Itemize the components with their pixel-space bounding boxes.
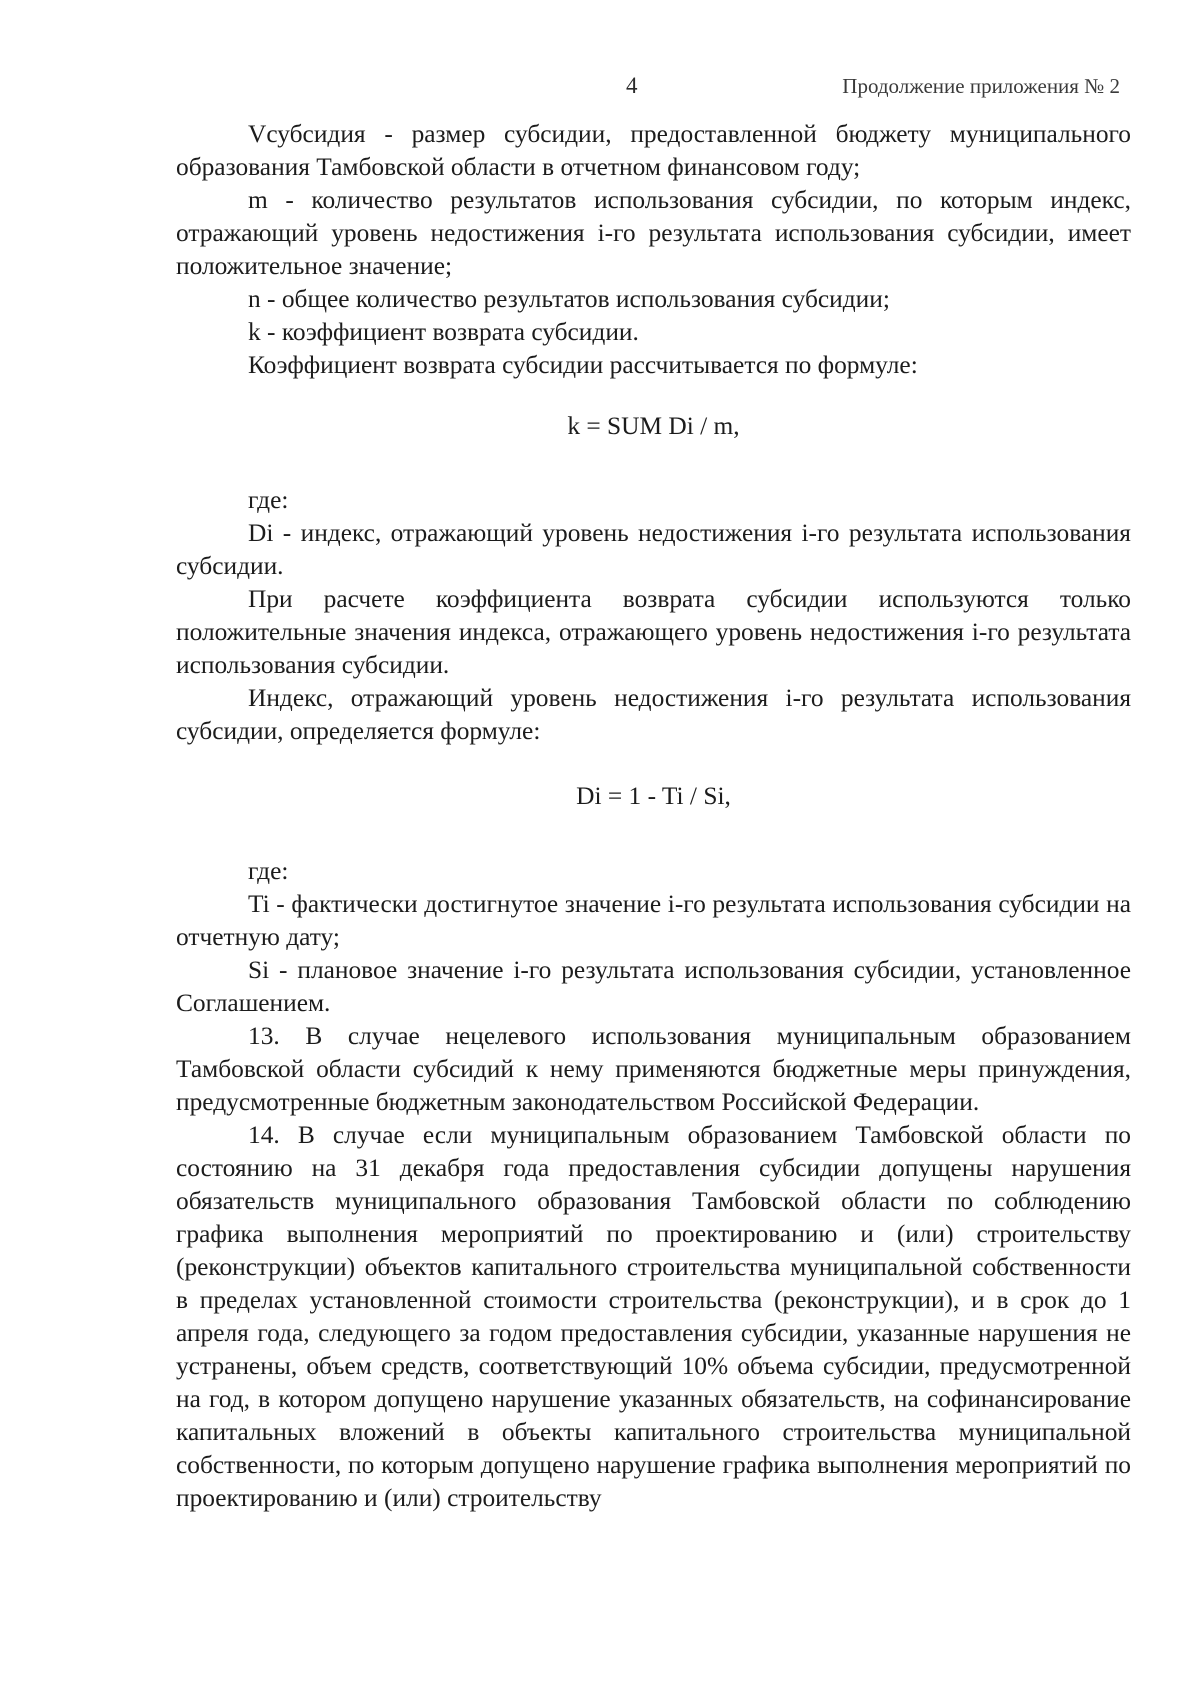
paragraph-k-formula-intro: Коэффициент возврата субсидии рассчитывается по формуле: xyxy=(248,351,918,379)
paragraph-di-formula-intro: Индекс, отражающий уровень недостижения i-го результата использования субсидии, определяется формуле: xyxy=(176,684,1131,745)
formula-di: Di = 1 - Ti / Si, xyxy=(576,782,731,810)
formula-k: k = SUM Di / m, xyxy=(567,412,740,440)
paragraph-v-subsidy: Vсубсидия - размер субсидии, предоставленной бюджету муниципального образования Тамбовской области в отчетном финансовом году; xyxy=(176,120,1131,181)
document-body xyxy=(176,118,1131,1515)
appendix-label: Продолжение приложения № 2 xyxy=(842,74,1120,98)
paragraph-14: 14. В случае если муниципальным образованием Тамбовской области по состоянию на 31 декабря года предоставления субсидии допущены нарушения обязательств муниципального образования Тамбовской области по соблюдению графика выполнения мероприятий по проектированию и (или) строительству (реконструкции) объектов капитального строительства муниципальной собственности в пределах установленной стоимости строительства (реконструкции), и в срок до 1 апреля года, следующего за годом предоставления субсидии, указанные нарушения не устранены, объем средств, соответствующий 10% объема субсидии, предусмотренной на год, в котором допущено нарушение указанных обязательств, на софинансирование капитальных вложений в объекты капитального строительства муниципальной собственности, по которым допущено нарушение графика выполнения мероприятий по проектированию и (или) строительству xyxy=(176,1121,1131,1512)
paragraph-13: 13. В случае нецелевого использования муниципальным образованием Тамбовской области субсидий к нему применяются бюджетные меры принуждения, предусмотренные бюджетным законодательством Российской Федерации. xyxy=(176,1022,1131,1116)
paragraph-k-definition: k - коэффициент возврата субсидии. xyxy=(248,318,639,346)
paragraph-ti-definition: Ti - фактически достигнутое значение i-го результата использования субсидии на отчетную дату; xyxy=(176,890,1131,951)
paragraph-positive-values: При расчете коэффициента возврата субсидии используются только положительные значения индекса, отражающего уровень недостижения i-го результата использования субсидии. xyxy=(176,585,1131,679)
paragraph-si-definition: Si - плановое значение i-го результата использования субсидии, установленное Соглашением. xyxy=(176,956,1131,1017)
paragraph-di-definition: Di - индекс, отражающий уровень недостижения i-го результата использования субсидии. xyxy=(176,519,1131,580)
paragraph-m-definition: m - количество результатов использования субсидии, по которым индекс, отражающий уровень недостижения i-го результата использования субсидии, имеет положительное значение; xyxy=(176,186,1131,280)
page-number: 4 xyxy=(626,73,638,98)
paragraph-n-definition: n - общее количество результатов использования субсидии; xyxy=(248,285,890,313)
where-label-2: где: xyxy=(248,857,289,885)
where-label-1: где: xyxy=(248,486,289,514)
